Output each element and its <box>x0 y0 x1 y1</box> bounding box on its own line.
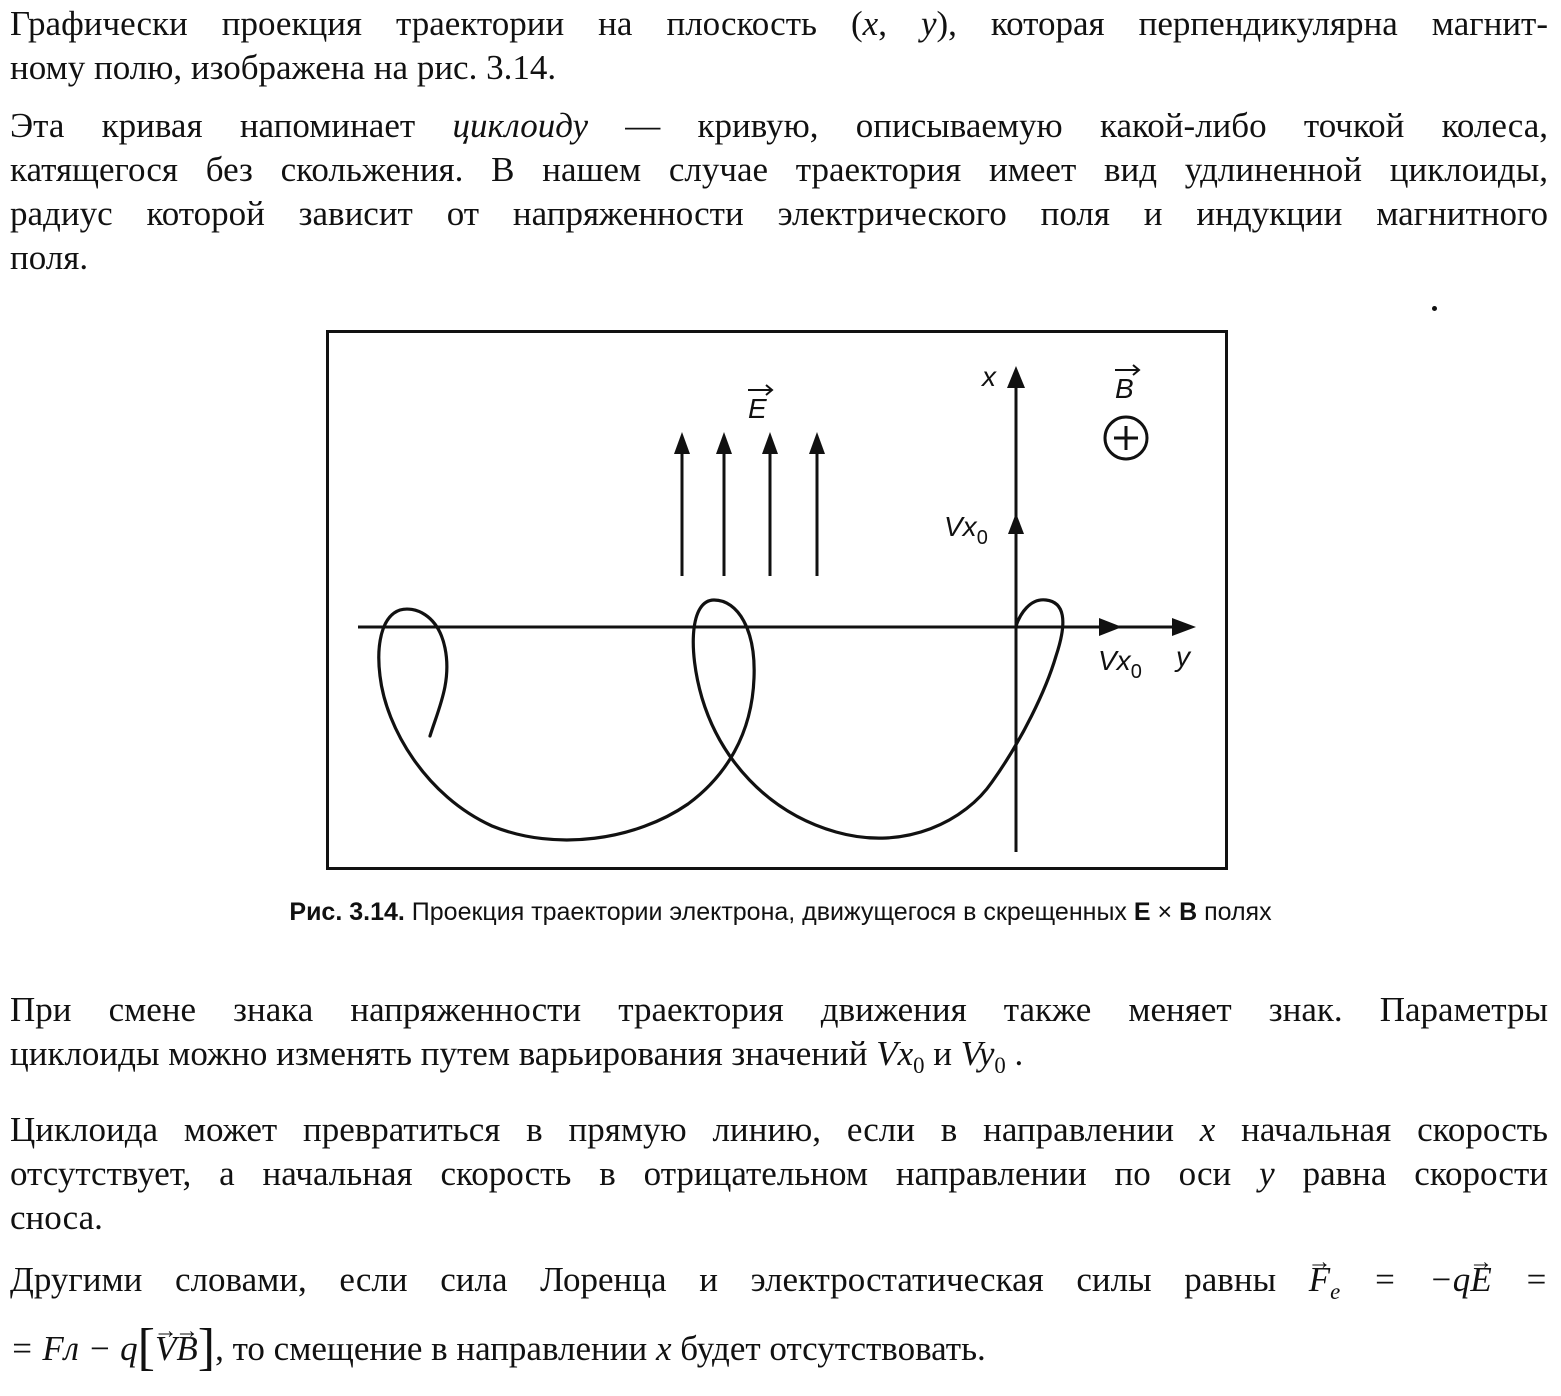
math-x: x <box>1199 1110 1216 1149</box>
caption-number: Рис. 3.14. <box>289 898 405 926</box>
paragraph-4 <box>10 1108 1548 1240</box>
paragraph-4-line-3: сноса. <box>10 1198 103 1237</box>
vector-b: → B <box>176 1327 197 1371</box>
e-arrow-3-head <box>762 432 778 454</box>
paragraph-5 <box>10 1258 1548 1376</box>
caption-text: Проекция траектории электрона, движущегося в скрещенных <box>404 898 1134 926</box>
y-axis-label: y <box>1176 641 1190 672</box>
text-run: равна скорости <box>1274 1154 1548 1193</box>
caption-b: B <box>1179 898 1198 926</box>
text-run: ), которая перпендикулярна магнит- <box>936 4 1548 43</box>
caption-times: × <box>1150 898 1180 926</box>
text-run: — кривую, описываемую какой-либо точкой колеса, <box>588 106 1549 145</box>
formula-lorentz <box>10 1319 216 1376</box>
e-arrow-4-head <box>809 432 825 454</box>
text-run: , то смещение в направлении <box>215 1329 656 1368</box>
paragraph-5-line-1 <box>10 1258 1548 1302</box>
paragraph-2-line-3: радиус которой зависит от напряженности электрического поля и индукции магнитного <box>10 194 1548 233</box>
vx0-horizontal-arrowhead <box>1099 618 1122 636</box>
e-arrow-2-head <box>716 432 732 454</box>
text-run: . <box>1005 1034 1024 1073</box>
text-run: Циклоида может превратиться в прямую линию, если в направлении <box>10 1110 1200 1149</box>
paragraph-3 <box>10 988 1548 1076</box>
x-axis-label: x <box>982 361 996 392</box>
x-axis-arrowhead <box>1007 366 1025 388</box>
figure-frame <box>328 332 1227 869</box>
caption-text-end: полях <box>1197 898 1272 926</box>
b-field-label: B <box>1115 373 1134 404</box>
text-run: Графически проекция траектории на плоскость ( <box>10 4 863 43</box>
paragraph-2-line-2: катящегося без скольжения. В нашем случае траектория имеет вид удлиненной циклоиды, <box>10 150 1548 189</box>
y-axis-arrowhead <box>1172 618 1196 636</box>
math-sub: 0 <box>994 1052 1006 1078</box>
paragraph-2-line-4: поля. <box>10 238 89 277</box>
vx0-vertical-label: $Vx_0$ <box>944 511 988 549</box>
paragraph-1 <box>10 2 1548 90</box>
math-sub: 0 <box>913 1052 925 1078</box>
text-run: Эта кривая напоминает <box>10 106 453 145</box>
paragraph-2-line-1 <box>10 104 1548 148</box>
math-y: y <box>1259 1154 1275 1193</box>
math-vy: Vy <box>960 1034 995 1073</box>
text-run: будет отсутствовать. <box>671 1329 986 1368</box>
emphasis-term: циклоиду <box>452 106 588 145</box>
paragraph-4-line-1 <box>10 1108 1548 1152</box>
vector-v: → V <box>155 1327 176 1371</box>
bracket-open: [ <box>137 1319 155 1376</box>
text-run: Другими словами, если сила Лоренца и электростатическая силы равны <box>10 1260 1309 1299</box>
math-y: y <box>920 4 937 43</box>
paragraph-5-line-2 <box>10 1319 1548 1376</box>
bracket-close: ] <box>197 1319 216 1376</box>
paragraph-3-line-1: При смене знака напряженности траектория движения также меняет знак. Параметры <box>10 990 1548 1029</box>
figure-svg <box>326 330 1228 870</box>
vector-f: → F <box>1309 1258 1330 1302</box>
electron-trajectory <box>379 600 1063 840</box>
formula-fe <box>1308 1260 1548 1304</box>
paragraph-4-line-2 <box>10 1152 1548 1196</box>
vector-e: → E <box>1470 1258 1491 1302</box>
caption-e: E <box>1133 898 1151 926</box>
text-run: и <box>924 1034 961 1073</box>
math-x: x <box>655 1329 672 1368</box>
text-run: циклоиды можно изменять путем варьирования значений <box>10 1034 877 1073</box>
figure-3-14 <box>326 330 1228 870</box>
formula-text: = Fл − q <box>10 1329 138 1368</box>
text-run: начальная скорость <box>1215 1110 1548 1149</box>
paragraph-1-line-2: ному полю, изображена на рис. 3.14. <box>10 48 557 87</box>
math-x: x <box>862 4 879 43</box>
e-field-label: E <box>748 393 767 424</box>
stray-dot <box>1432 306 1437 311</box>
paragraph-1-line-1 <box>10 2 1548 46</box>
e-arrow-1-head <box>674 432 690 454</box>
formula-text: = −q <box>1340 1260 1471 1299</box>
vx0-vertical-arrowhead <box>1008 513 1024 534</box>
text-run: , <box>878 4 921 43</box>
text-run: отсутствует, а начальная скорость в отрицательном направлении по оси <box>10 1154 1260 1193</box>
math-sub: e <box>1330 1278 1341 1304</box>
formula-text: = <box>1491 1260 1548 1299</box>
paragraph-2 <box>10 104 1548 280</box>
figure-caption <box>0 895 1561 929</box>
math-vx: Vx <box>876 1034 914 1073</box>
e-field-arrows <box>674 432 825 576</box>
vx0-horizontal-label: $Vx_0$ <box>1098 645 1142 683</box>
paragraph-3-line-2 <box>10 1032 1548 1076</box>
